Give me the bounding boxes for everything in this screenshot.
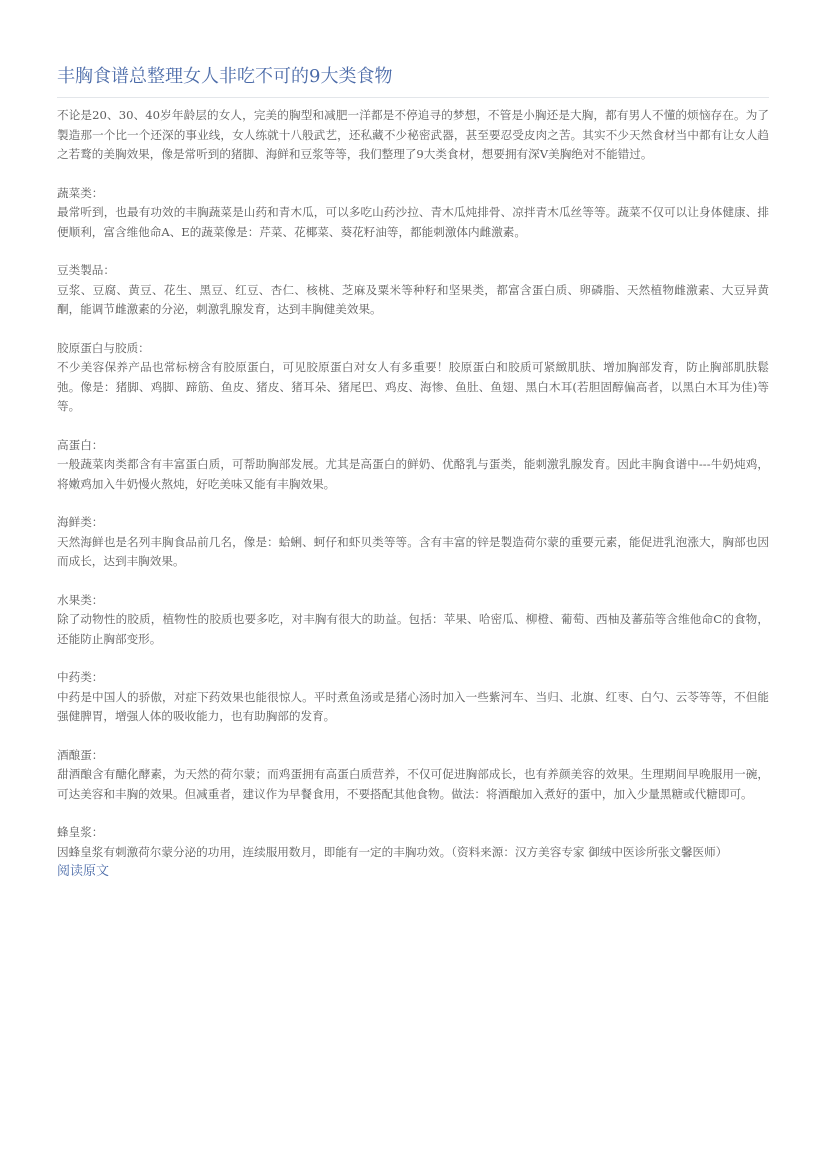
section-heading: 中药类：: [57, 670, 104, 684]
read-original-link[interactable]: 阅读原文: [57, 864, 110, 879]
section-body: 中药是中国人的骄傲，对症下药效果也能很惊人。平时煮鱼汤或是猪心汤时加入一些紫河车、当归、北旗、红枣、白勺、云苓等等，不但能强健脾胃，增强人体的吸收能力，也有助胸部的发育。: [57, 689, 769, 723]
section-body: 甜酒酿含有醣化酵素，为天然的荷尔蒙；而鸡蛋拥有高蛋白质营养，不仅可促进胸部成长，也有养颜美容的效果。生理期间早晚服用一碗，可达美容和丰胸的效果。但减重者，建议作为早餐食用，不要搭配其他食物。做法：将酒酿加入煮好的蛋中，加入少量黑糖或代糖即可。: [57, 767, 769, 801]
section-body: 一般蔬菜肉类都含有丰富蛋白质，可帮助胸部发展。尤其是高蛋白的鲜奶、优酪乳与蛋类，能刺激乳腺发育。因此丰胸食谱中---牛奶炖鸡，将嫩鸡加入牛奶慢火熬炖，好吃美味又能有丰胸效果。: [57, 457, 769, 491]
section-body: 豆浆、豆腐、黄豆、花生、黑豆、红豆、杏仁、核桃、芝麻及粟米等种籽和坚果类，都富含蛋白质、卵磷脂、天然植物雌激素、大豆异黄酮，能调节雌激素的分泌，刺激乳腺发育，达到丰胸健美效果。: [57, 282, 769, 316]
intro-paragraph: 不论是20、30、40岁年龄层的女人，完美的胸型和减肥一洋都是不停追寻的梦想，不管是小胸还是大胸，都有男人不懂的烦恼存在。为了製造那一个比一个还深的事业线，女人练就十八般武艺，还私藏不少秘密武器，甚至要忍受皮肉之苦。其实不少天然食材当中都有让女人趋之若鹜的美胸效果，像是常听到的猪脚、海鲜和豆浆等等，我们整理了9大类食材，想要拥有深V美胸绝对不能错过。: [57, 108, 769, 161]
section-high-protein: [57, 436, 769, 495]
section-body: 因蜂皇浆有刺激荷尔蒙分泌的功用，连续服用数月，即能有一定的丰胸功效。（资料来源：汉方美容专家 御绒中医诊所张文馨医师）: [57, 844, 728, 859]
section-rice-wine-egg: [57, 746, 769, 805]
section-heading: 豆类製品：: [57, 263, 115, 277]
section-heading: 酒酿蛋：: [57, 747, 104, 762]
section-body: 除了动物性的胶质，植物性的胶质也要多吃，对丰胸有很大的助益。包括：苹果、哈密瓜、柳橙、葡萄、西柚及蕃茄等含维他命C的食物，还能防止胸部变形。: [57, 612, 769, 646]
section-body: 天然海鲜也是名列丰胸食品前几名，像是：蛤蜊、蚵仔和虾贝类等等。含有丰富的锌是製造荷尔蒙的重要元素，能促进乳泡涨大，胸部也因而成长，达到丰胸效果。: [57, 534, 769, 568]
section-royal-jelly: [57, 823, 769, 862]
section-heading: 蜂皇浆：: [57, 825, 104, 839]
section-heading: 蔬菜类：: [57, 185, 104, 200]
section-heading: 高蛋白：: [57, 437, 104, 452]
section-body: 最常听到，也最有功效的丰胸蔬菜是山药和青木瓜，可以多吃山药沙拉、青木瓜炖排骨、凉拌青木瓜丝等等。蔬菜不仅可以让身体健康、排便顺利，富含维他命A、E的蔬菜像是：芹菜、花椰菜、葵花籽油等，都能刺激体内雌激素。: [57, 205, 769, 239]
section-vegetables: [57, 184, 769, 243]
section-soy-products: [57, 261, 769, 320]
section-seafood: [57, 513, 769, 572]
section-collagen: [57, 339, 769, 417]
section-heading: 海鲜类：: [57, 515, 104, 529]
article-body: [57, 106, 769, 862]
section-chinese-medicine: [57, 668, 769, 727]
section-body: 不少美容保养产品也常标榜含有胶原蛋白，可见胶原蛋白对女人有多重要！胶原蛋白和胶质可紧緻肌肤、增加胸部发育，防止胸部肌肤鬆弛。像是：猪脚、鸡脚、蹄筋、鱼皮、猪皮、猪耳朵、猪尾巴、鸡皮、海惨、鱼肚、鱼翅、黑白木耳(若胆固醇偏高者，以黑白木耳为佳)等等。: [57, 360, 769, 413]
section-heading: 水果类：: [57, 592, 104, 607]
section-fruit: [57, 591, 769, 650]
article-title: 丰胸食谱总整理女人非吃不可的9大类食物: [57, 66, 393, 87]
title-divider: [57, 97, 769, 98]
section-heading: 胶原蛋白与胶质：: [57, 340, 150, 355]
